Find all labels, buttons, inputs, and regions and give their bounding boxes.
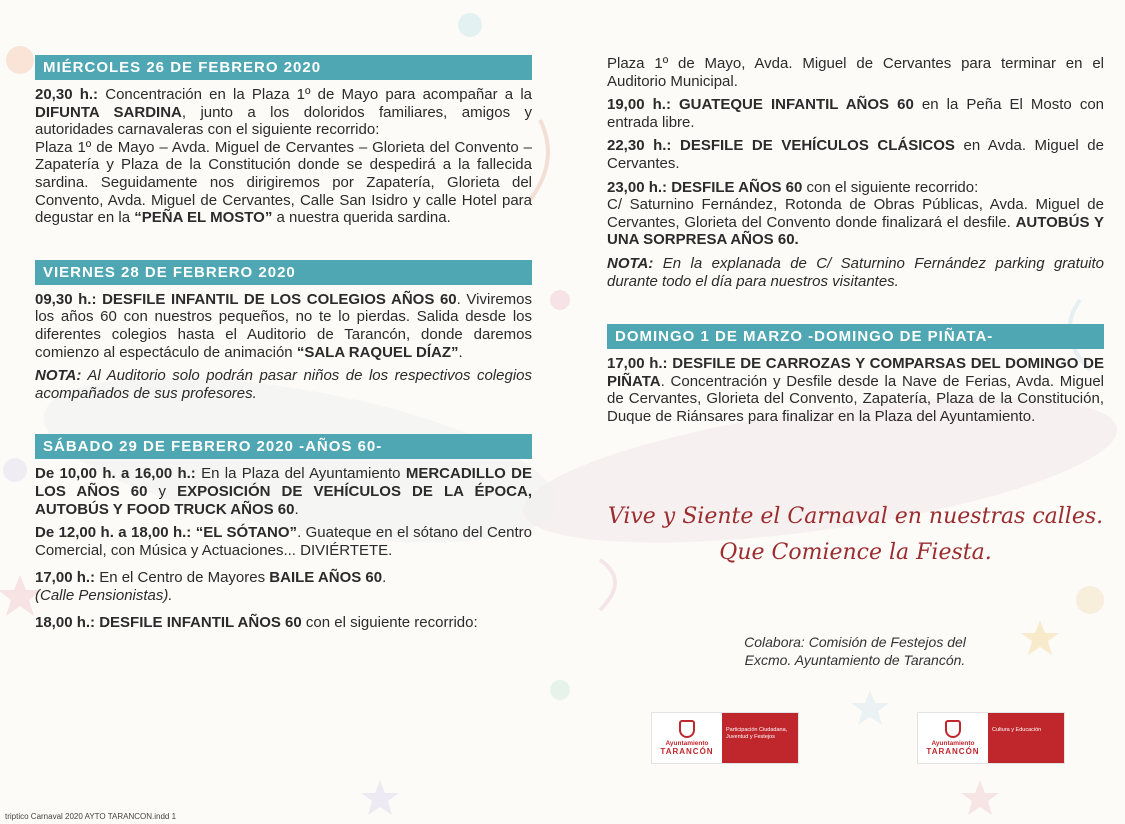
- sunday-header: DOMINGO 1 DE MARZO -DOMINGO DE PIÑATA-: [607, 324, 1104, 349]
- sixties-parade-paragraph: 23,00 h.: DESFILE AÑOS 60 con el siguiente recorrido: C/ Saturnino Fernández, Rotonda de Obras Públicas, Avda. Miguel de Cervantes, Glorieta del Convento donde finalizará el desfile. AUTOBÚS Y UNA SORPRESA AÑOS 60.: [607, 178, 1104, 249]
- friday-header: VIERNES 28 DE FEBRERO 2020: [35, 260, 532, 285]
- crest-icon: [945, 720, 961, 738]
- classic-vehicles-paragraph: 22,30 h.: DESFILE DE VEHÍCULOS CLÁSICOS en Avda. Miguel de Cervantes.: [607, 137, 1104, 172]
- saturday-kids-parade-paragraph: 18,00 h.: DESFILE INFANTIL AÑOS 60 con el siguiente recorrido:: [35, 614, 478, 632]
- logo-participacion-ciudadana: Ayuntamiento TARANCÓN Participación Ciudadana, Juventud y Festejos: [651, 712, 799, 764]
- slogan-line-2: Que Comience la Fiesta.: [719, 540, 992, 565]
- saturday-market-paragraph: De 10,00 h. a 16,00 h.: En la Plaza del Ayuntamiento MERCADILLO DE LOS AÑOS 60 y EXPOSICIÓN DE VEHÍCULOS DE LA ÉPOCA, AUTOBÚS Y FOOD TRUCK AÑOS 60.: [35, 465, 532, 518]
- logo-cultura-educacion: Ayuntamiento TARANCÓN Cultura y Educación: [917, 712, 1065, 764]
- right-column: [607, 55, 1104, 426]
- friday-parade-paragraph: 09,30 h.: DESFILE INFANTIL DE LOS COLEGIOS AÑOS 60. Viviremos los años 60 con nuestros pequeños, no te lo pierdas. Salida desde los diferentes colegios hasta el Auditorio de Tarancón, donde daremos comienzo al espectáculo de animación “SALA RAQUEL DÍAZ”.: [35, 290, 532, 361]
- parking-note: NOTA: En la explanada de C/ Saturnino Fernández parking gratuito durante todo el día para nuestros visitantes.: [607, 254, 1104, 290]
- wednesday-route-paragraph: Plaza 1º de Mayo – Avda. Miguel de Cervantes – Glorieta del Convento – Zapatería y Plaza de la Constitución donde se despedirá a la fallecida sardina. Seguidamente nos dirigiremos por Zapatería, Glorieta del Convento, Avda. Miguel de Cervantes, Calle San Isidro y calle Hotel para degustar en la “PEÑA EL MOSTO” a nuestra querida sardina.: [35, 138, 532, 227]
- file-footer: triptico Carnaval 2020 AYTO TARANCON.indd 1: [5, 812, 177, 821]
- collaborator-credit: Colabora: Comisión de Festejos del Excmo. Ayuntamiento de Tarancón.: [744, 634, 966, 668]
- saturday-header: SÁBADO 29 DE FEBRERO 2020 -AÑOS 60-: [35, 434, 532, 459]
- wednesday-header: MIÉRCOLES 26 DE FEBRERO 2020: [35, 55, 532, 80]
- slogan-line-1: Vive y Siente el Carnaval en nuestras calles.: [607, 504, 1104, 529]
- crest-icon: [679, 720, 695, 738]
- guateque-paragraph: 19,00 h.: GUATEQUE INFANTIL AÑOS 60 en la Peña El Mosto con entrada libre.: [607, 96, 1105, 131]
- route-continuation: Plaza 1º de Mayo, Avda. Miguel de Cervantes para terminar en el Auditorio Municipal.: [607, 55, 1104, 90]
- friday-note: NOTA: Al Auditorio solo podrán pasar niños de los respectivos colegios acompañados de sus profesores.: [35, 367, 532, 402]
- left-column: [35, 55, 532, 632]
- wednesday-sardina-paragraph: 20,30 h.: Concentración en la Plaza 1º de Mayo para acompañar a la DIFUNTA SARDINA, junto a los doloridos familiares, amigos y autoridades carnavaleras con el siguiente recorrido:: [35, 86, 533, 139]
- sunday-pinata-paragraph: 17,00 h.: DESFILE DE CARROZAS Y COMPARSAS DEL DOMINGO DE PIÑATA. Concentración y Desfile desde la Nave de Ferias, Avda. Miguel de Cervantes, Glorieta del Convento, Zapatería, Plaza de la Constitución, Duque de Riánsares para finalizar en la Plaza del Ayuntamiento.: [607, 355, 1104, 425]
- saturday-sotano-paragraph: De 12,00 h. a 18,00 h.: “EL SÓTANO”. Guateque en el sótano del Centro Comercial, con Música y Actuaciones... DIVIÉRTETE.: [35, 524, 533, 559]
- saturday-dance-paragraph: 17,00 h.: En el Centro de Mayores BAILE AÑOS 60. (Calle Pensionistas).: [35, 569, 387, 604]
